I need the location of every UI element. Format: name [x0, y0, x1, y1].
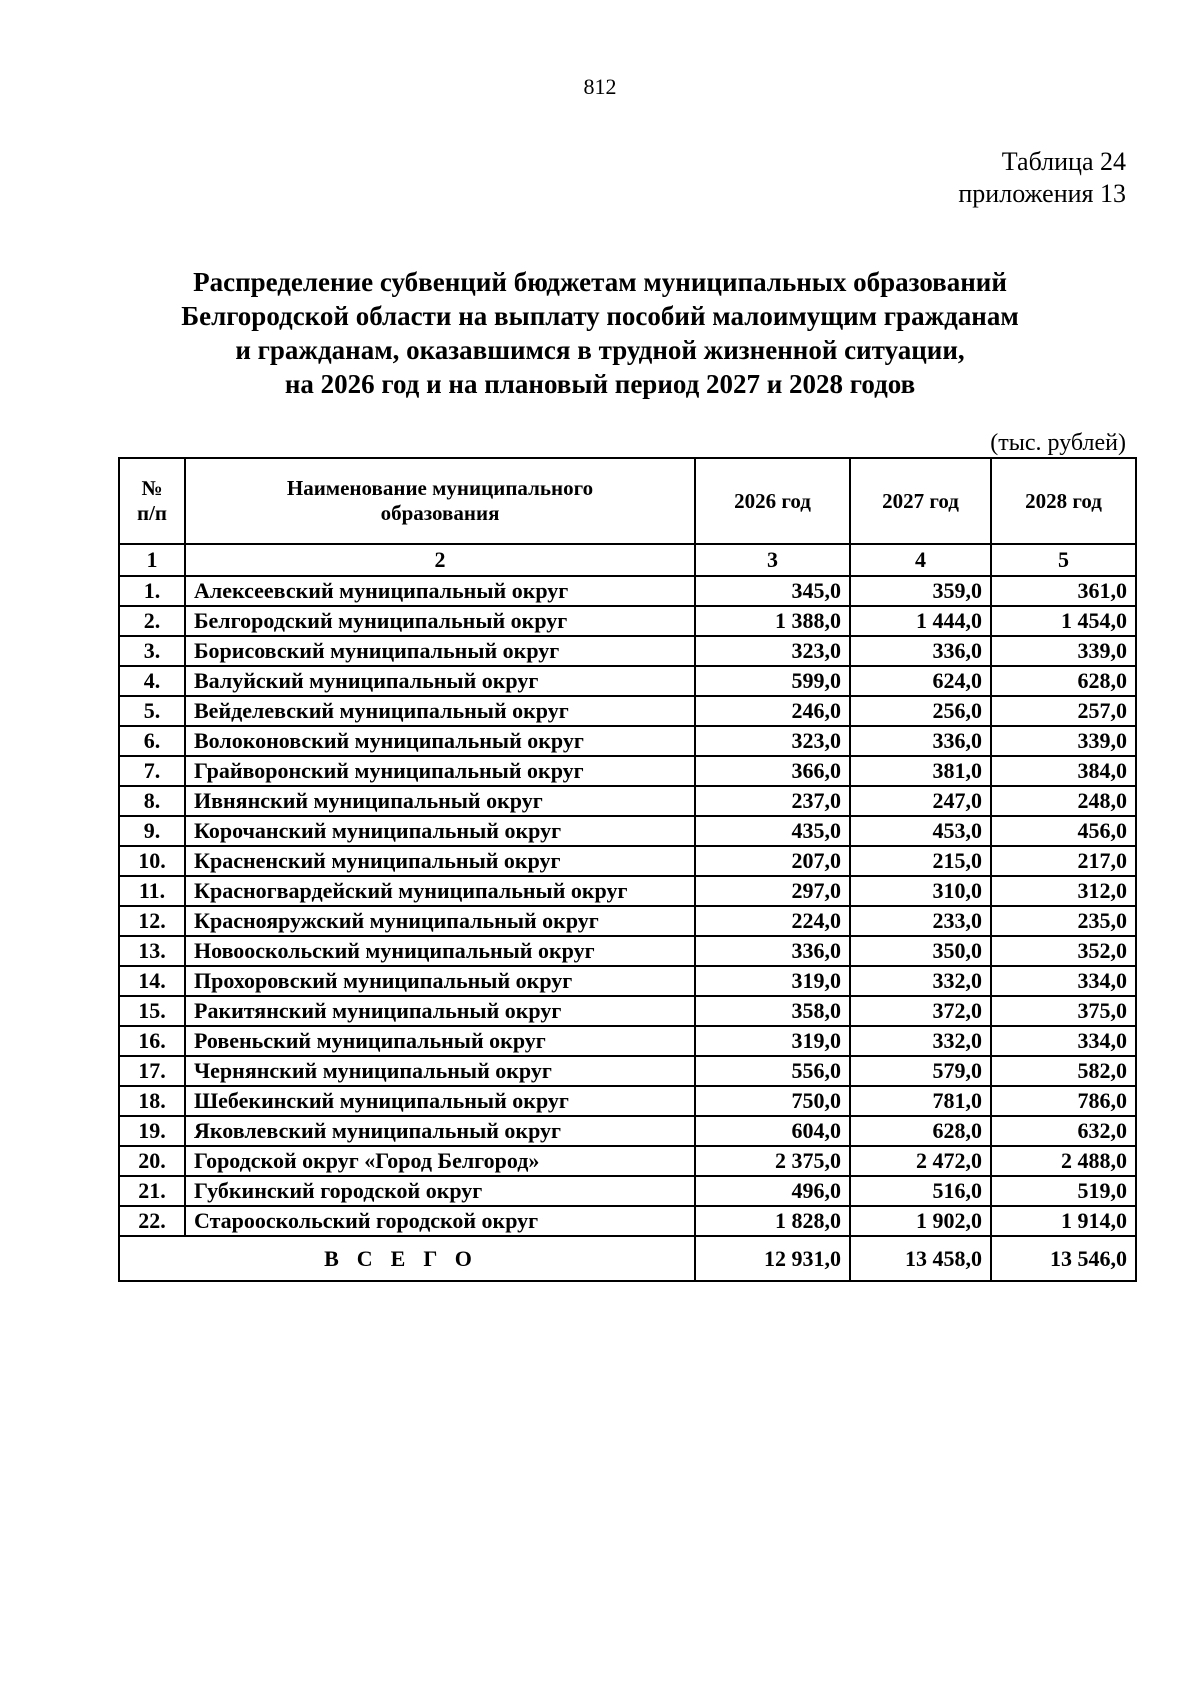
units-label: (тыс. рублей): [990, 430, 1126, 456]
table-row: [119, 666, 1136, 696]
value-2026: 323,0: [695, 636, 850, 666]
value-2028: 217,0: [991, 846, 1136, 876]
value-2027: 359,0: [850, 576, 991, 606]
value-2027: 628,0: [850, 1116, 991, 1146]
value-2027: 247,0: [850, 786, 991, 816]
row-number: 21.: [119, 1176, 185, 1206]
value-2028: 235,0: [991, 906, 1136, 936]
title-line3: и гражданам, оказавшимся в трудной жизненной ситуации,: [235, 335, 965, 365]
value-2028: 352,0: [991, 936, 1136, 966]
column-number: 3: [695, 544, 850, 576]
value-2027: 624,0: [850, 666, 991, 696]
value-2026: 358,0: [695, 996, 850, 1026]
value-2026: 366,0: [695, 756, 850, 786]
value-2027: 1 444,0: [850, 606, 991, 636]
column-number: 2: [185, 544, 695, 576]
page-number: 812: [583, 74, 617, 99]
value-2026: 336,0: [695, 936, 850, 966]
table-row: [119, 1116, 1136, 1146]
row-number: 14.: [119, 966, 185, 996]
value-2026: 319,0: [695, 966, 850, 996]
table-row: [119, 1056, 1136, 1086]
column-number: 4: [850, 544, 991, 576]
row-number: 8.: [119, 786, 185, 816]
value-2026: 319,0: [695, 1026, 850, 1056]
value-2026: 345,0: [695, 576, 850, 606]
value-2027: 256,0: [850, 696, 991, 726]
table-row: [119, 636, 1136, 666]
row-number: 13.: [119, 936, 185, 966]
header-name: [185, 458, 695, 544]
municipality-name: Ракитянский муниципальный округ: [185, 996, 695, 1026]
value-2028: 456,0: [991, 816, 1136, 846]
column-number: 1: [119, 544, 185, 576]
row-number: 7.: [119, 756, 185, 786]
municipality-name: Грайворонский муниципальный округ: [185, 756, 695, 786]
value-2028: 1 914,0: [991, 1206, 1136, 1236]
value-2028: 257,0: [991, 696, 1136, 726]
value-2027: 336,0: [850, 726, 991, 756]
municipality-name: Ивнянский муниципальный округ: [185, 786, 695, 816]
table-row: [119, 1026, 1136, 1056]
municipality-name: Волоконовский муниципальный округ: [185, 726, 695, 756]
header-2027: 2027 год: [850, 458, 991, 544]
value-2027: 372,0: [850, 996, 991, 1026]
row-number: 18.: [119, 1086, 185, 1116]
value-2028: 384,0: [991, 756, 1136, 786]
table-row: [119, 846, 1136, 876]
value-2028: 375,0: [991, 996, 1136, 1026]
value-2027: 310,0: [850, 876, 991, 906]
value-2027: 233,0: [850, 906, 991, 936]
value-2027: 215,0: [850, 846, 991, 876]
value-2027: 336,0: [850, 636, 991, 666]
total-2028: 13 546,0: [991, 1236, 1136, 1281]
value-2027: 579,0: [850, 1056, 991, 1086]
municipality-name: Белгородский муниципальный округ: [185, 606, 695, 636]
title-line4: на 2026 год и на плановый период 2027 и 2028 годов: [284, 369, 916, 399]
municipality-name: Красненский муниципальный округ: [185, 846, 695, 876]
column-number-row: [119, 544, 1136, 576]
value-2027: 2 472,0: [850, 1146, 991, 1176]
municipality-name: Чернянский муниципальный округ: [185, 1056, 695, 1086]
municipality-name: Валуйский муниципальный округ: [185, 666, 695, 696]
row-number: 19.: [119, 1116, 185, 1146]
table-row: [119, 1176, 1136, 1206]
table-row: [119, 1086, 1136, 1116]
value-2028: 361,0: [991, 576, 1136, 606]
value-2026: 2 375,0: [695, 1146, 850, 1176]
value-2026: 297,0: [695, 876, 850, 906]
value-2026: 556,0: [695, 1056, 850, 1086]
table-row: [119, 996, 1136, 1026]
table-reference-line2: приложения 13: [958, 179, 1126, 208]
value-2028: 2 488,0: [991, 1146, 1136, 1176]
value-2026: 750,0: [695, 1086, 850, 1116]
municipality-name: Борисовский муниципальный округ: [185, 636, 695, 666]
value-2026: 323,0: [695, 726, 850, 756]
municipality-name: Красногвардейский муниципальный округ: [185, 876, 695, 906]
header-2028: 2028 год: [991, 458, 1136, 544]
municipality-name: Старооскольский городской округ: [185, 1206, 695, 1236]
header-name-line1: Наименование муниципального: [286, 476, 594, 500]
title-line2: Белгородской области на выплату пособий малоимущим гражданам: [181, 301, 1019, 331]
municipality-name: Прохоровский муниципальный округ: [185, 966, 695, 996]
table-row: [119, 816, 1136, 846]
header-number-line2: п/п: [136, 501, 168, 525]
value-2027: 516,0: [850, 1176, 991, 1206]
value-2028: 519,0: [991, 1176, 1136, 1206]
table-row: [119, 936, 1136, 966]
total-2027: 13 458,0: [850, 1236, 991, 1281]
row-number: 22.: [119, 1206, 185, 1236]
value-2028: 786,0: [991, 1086, 1136, 1116]
value-2026: 599,0: [695, 666, 850, 696]
header-number: [119, 458, 185, 544]
table-row: [119, 786, 1136, 816]
header-2026: 2026 год: [695, 458, 850, 544]
value-2026: 604,0: [695, 1116, 850, 1146]
table-row: [119, 876, 1136, 906]
value-2027: 381,0: [850, 756, 991, 786]
title-line1: Распределение субвенций бюджетам муниципальных образований: [193, 267, 1007, 297]
value-2028: 339,0: [991, 726, 1136, 756]
municipality-name: Шебекинский муниципальный округ: [185, 1086, 695, 1116]
value-2027: 350,0: [850, 936, 991, 966]
value-2027: 453,0: [850, 816, 991, 846]
table-header-row: [119, 458, 1136, 544]
value-2028: 312,0: [991, 876, 1136, 906]
value-2026: 207,0: [695, 846, 850, 876]
municipality-name: Ровеньский муниципальный округ: [185, 1026, 695, 1056]
value-2026: 237,0: [695, 786, 850, 816]
value-2028: 339,0: [991, 636, 1136, 666]
total-label: ВСЕГО: [119, 1236, 695, 1281]
table-row: [119, 576, 1136, 606]
table-row: [119, 756, 1136, 786]
municipality-name: Новооскольский муниципальный округ: [185, 936, 695, 966]
document-title: [120, 265, 1080, 401]
municipality-name: Городской округ «Город Белгород»: [185, 1146, 695, 1176]
table-reference: [958, 146, 1126, 210]
total-row: [119, 1236, 1136, 1281]
value-2026: 246,0: [695, 696, 850, 726]
row-number: 10.: [119, 846, 185, 876]
value-2028: 334,0: [991, 1026, 1136, 1056]
header-name-line2: образования: [380, 501, 500, 525]
table-row: [119, 1146, 1136, 1176]
value-2027: 332,0: [850, 966, 991, 996]
row-number: 4.: [119, 666, 185, 696]
row-number: 11.: [119, 876, 185, 906]
table-row: [119, 726, 1136, 756]
value-2026: 224,0: [695, 906, 850, 936]
row-number: 15.: [119, 996, 185, 1026]
municipality-name: Корочанский муниципальный округ: [185, 816, 695, 846]
row-number: 12.: [119, 906, 185, 936]
municipality-name: Яковлевский муниципальный округ: [185, 1116, 695, 1146]
table-row: [119, 966, 1136, 996]
row-number: 2.: [119, 606, 185, 636]
value-2028: 248,0: [991, 786, 1136, 816]
value-2027: 781,0: [850, 1086, 991, 1116]
municipality-name: Вейделевский муниципальный округ: [185, 696, 695, 726]
value-2028: 632,0: [991, 1116, 1136, 1146]
value-2027: 332,0: [850, 1026, 991, 1056]
value-2026: 435,0: [695, 816, 850, 846]
municipality-name: Алексеевский муниципальный округ: [185, 576, 695, 606]
value-2028: 628,0: [991, 666, 1136, 696]
municipality-name: Губкинский городской округ: [185, 1176, 695, 1206]
value-2027: 1 902,0: [850, 1206, 991, 1236]
table-row: [119, 906, 1136, 936]
value-2026: 1 828,0: [695, 1206, 850, 1236]
value-2028: 582,0: [991, 1056, 1136, 1086]
row-number: 9.: [119, 816, 185, 846]
value-2028: 334,0: [991, 966, 1136, 996]
row-number: 6.: [119, 726, 185, 756]
row-number: 20.: [119, 1146, 185, 1176]
value-2026: 496,0: [695, 1176, 850, 1206]
total-2026: 12 931,0: [695, 1236, 850, 1281]
subvention-table: [118, 457, 1137, 1282]
row-number: 3.: [119, 636, 185, 666]
value-2028: 1 454,0: [991, 606, 1136, 636]
header-number-line1: №: [141, 476, 163, 500]
row-number: 1.: [119, 576, 185, 606]
table-row: [119, 606, 1136, 636]
value-2026: 1 388,0: [695, 606, 850, 636]
column-number: 5: [991, 544, 1136, 576]
row-number: 16.: [119, 1026, 185, 1056]
table-reference-line1: Таблица 24: [1001, 147, 1126, 176]
municipality-name: Краснояружский муниципальный округ: [185, 906, 695, 936]
table-row: [119, 696, 1136, 726]
row-number: 17.: [119, 1056, 185, 1086]
row-number: 5.: [119, 696, 185, 726]
table-row: [119, 1206, 1136, 1236]
